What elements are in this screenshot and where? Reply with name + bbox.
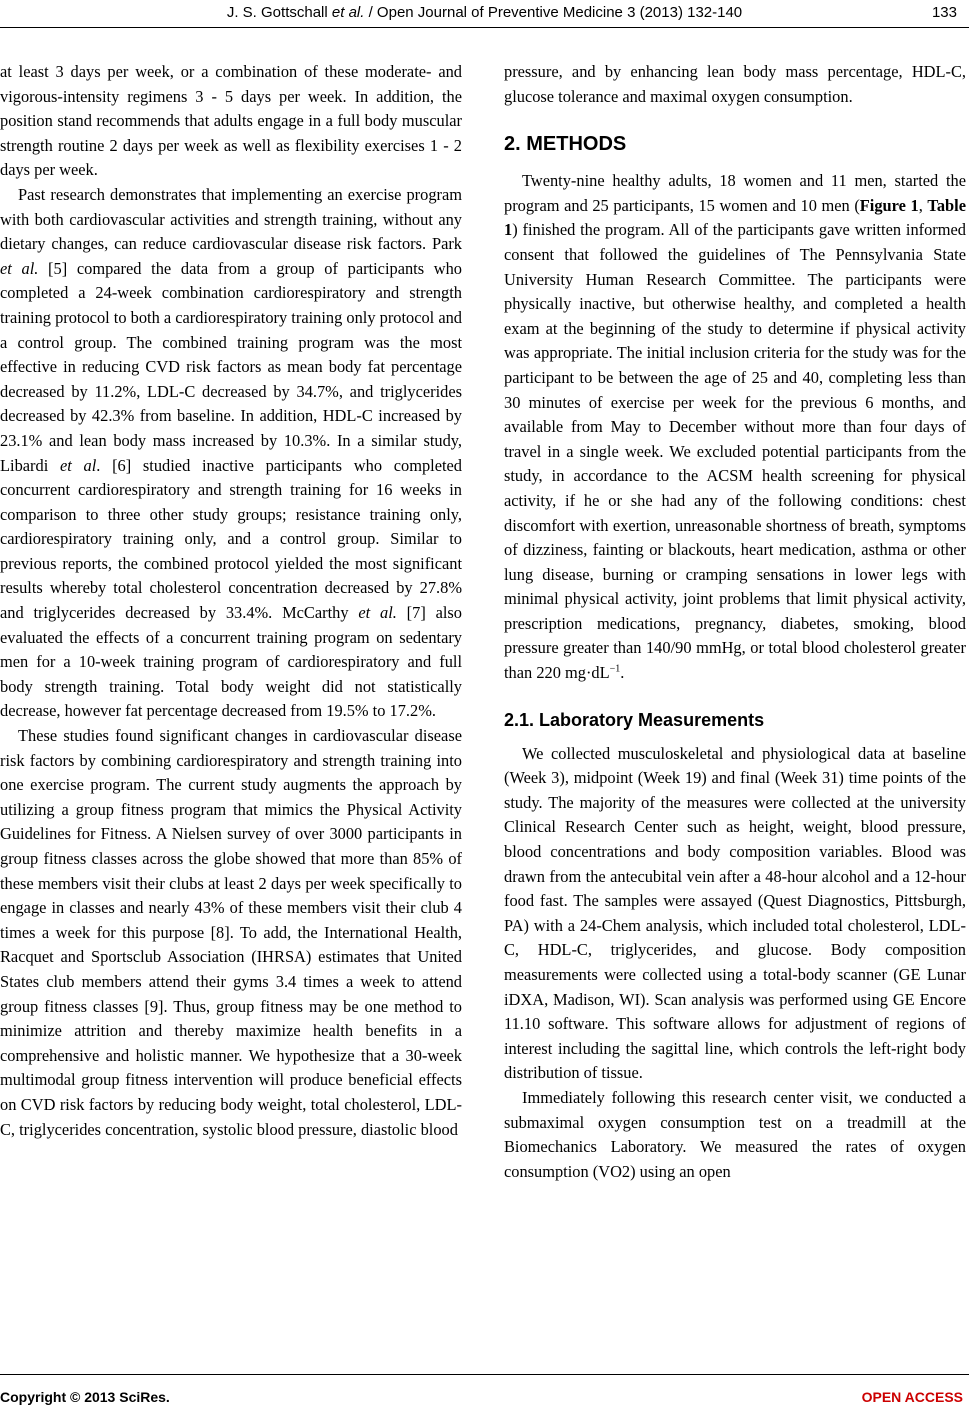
right-column [504,60,966,1184]
left-column [0,60,462,1142]
paragraph: These studies found significant changes in cardiovascular disease risk factors by combining cardiorespiratory and strength training into one exercise program. The current study augments the approach by utilizing a group fitness program that mimics the Physical Activity Guidelines for Fitness. A Nielsen survey of over 3000 participants in group fitness classes across the globe showed that more than 85% of these members visit their clubs at least 2 days per week specifically to engage in classes and nearly 43% of these members visit their club 4 times a week for this purpose [8]. To add, the International Health, Racquet and Sportsclub Association (IHRSA) estimates that United States club members attend their gyms 3.4 times a week to attend group fitness classes [9]. Thus, group fitness may be one method to minimize attrition and thereby maximize health benefits in a comprehensive and holistic manner. We hypothesize that a 30-week multimodal group fitness intervention will produce beneficial effects on CVD risk factors by reducing body weight, total cholesterol, LDL-C, triglycerides concentration, systolic blood pressure, diastolic blood [0,726,462,1139]
text-run: [7] also evaluated the effects of a concurrent training program on sedentary men for a 10-week training program of cardiorespiratory and full body strength training. Total body weight did not statistically decrease, however fat percentage decreased from 19.5% to 17.2%. [0,603,462,721]
text-run: Past research demonstrates that implementing an exercise program with both cardiovascular activities and strength training, without any dietary changes, can reduce cardiovascular disease risk factors. Park [0,184,462,254]
open-access-badge[interactable]: OPEN ACCESS [861,1389,963,1405]
text-run: . [620,663,625,683]
subsection-heading: 2.1. Laboratory Measurements [504,709,765,730]
running-header [0,4,969,21]
text-run: ) finished the program. All of the participants gave written informed consent that followed the guidelines of The Pennsylvania State University Human Research Committee. The participants were physically inactive, but otherwise healthy, and completed a health exam at the beginning of the study to determine if physical activity was appropriate. The initial inclusion criteria for the study was for the participant to be between the age of 25 and 40, completing less than 30 minutes of exercise per week for the previous 6 months, and available from May to December without more than four days of travel in a single week. We excluded potential participants from the study, in accordance to the ACSM health screening for physical activity, if he or she had any of the following conditions: chest discomfort with exertion, unreasonable shortness of breath, symptoms of dizziness, fainting or blackouts, heart medication, asthma or other lung disease, burning or cramping sensations in lower legs with minimal physical activity, joint problems that limit physical activity, prescription medications, pregnancy, diabetes, smoking, blood pressure greater than 140/90 mmHg, or total blood cholesterol greater than 220 mg·dL [504,220,966,683]
table-ref[interactable]: Table 1 [504,195,966,240]
et-al-italic: et al. [358,603,397,623]
paragraph: pressure, and by enhancing lean body mass percentage, HDL-C, glucose tolerance and maximal oxygen consumption. [504,62,966,106]
copyright-notice: Copyright © 2013 SciRes. [0,1389,170,1405]
paragraph: Immediately following this research center visit, we conducted a submaximal oxygen consumption test on a treadmill at the Biomechanics Laboratory. We measured the rates of oxygen consumption (VO2) using an open [504,1087,966,1181]
header-divider [0,27,969,28]
text-run: . [6] studied inactive participants who completed concurrent cardiorespiratory and strength training for 16 weeks in comparison to three other study groups; resistance training only, cardiorespiratory training only, and a control group. Similar to previous reports, the combined protocol yielded the most significant results whereby total cholesterol concentration decreased by 27.8% and triglycerides decreased by 33.4%. McCarthy [0,455,462,623]
paragraph [0,183,462,724]
header-authors: J. S. Gottschall [226,4,328,21]
paragraph: at least 3 days per week, or a combination of these moderate- and vigorous-intensity regimens 3 - 5 days per week. In addition, the position stand recommends that adults engage in a full body muscular strength routine 2 days per week as well as flexibility exercises 1 - 2 days per week. [0,62,462,180]
header-journal: / Open Journal of Preventive Medicine 3 (2013) 132-140 [368,4,743,21]
et-al-italic: et al [59,455,97,475]
section-heading: 2. METHODS [504,133,627,156]
et-al-italic: et al. [0,258,39,278]
paragraph: We collected musculoskeletal and physiological data at baseline (Week 3), midpoint (Week 19) and final (Week 31) time points of the study. The majority of the measures were collected at the university Clinical Research Center such as height, weight, blood pressure, blood concentrations and body composition variables. Blood was drawn from the antecubital vein after a 48-hour alcohol and a 12-hour food fast. The samples were assayed (Quest Diagnostics, Pittsburgh, PA) with a 24-Chem analysis, which included total cholesterol, LDL-C, HDL-C, triglycerides, and glucose. Body composition measurements were collected using a total-body scanner (GE Lunar iDXA, Madison, WI). Scan analysis was performed using GE Encore 11.10 software. This software allows for adjustment of regions of interest including the sagittal line, which controls the left-right body distribution of tissue. [504,743,966,1083]
footer-divider [0,1374,969,1375]
superscript: −1 [609,663,621,675]
header-et-al: et al. [331,4,365,21]
text-run: [5] compared the data from a group of participants who completed a 24-week combination cardiorespiratory and strength training protocol to both a cardiorespiratory training only protocol and a control group. The combined training program was the most effective in reducing CVD risk factors as mean body fat percentage decreased by 11.2%, LDL-C decreased by 34.7%, and triglycerides decreased by 42.3% from baseline. In addition, HDL-C increased by 23.1% and lean body mass increased by 10.3%. In a similar study, Libardi [0,258,463,475]
text-run: , [918,195,928,215]
figure-ref[interactable]: Figure 1 [859,195,919,215]
page-number: 133 [931,4,957,21]
text-run: Twenty-nine healthy adults, 18 women and 11 men, started the program and 25 participants, 15 women and 10 men ( [504,171,966,215]
paragraph [504,169,966,685]
